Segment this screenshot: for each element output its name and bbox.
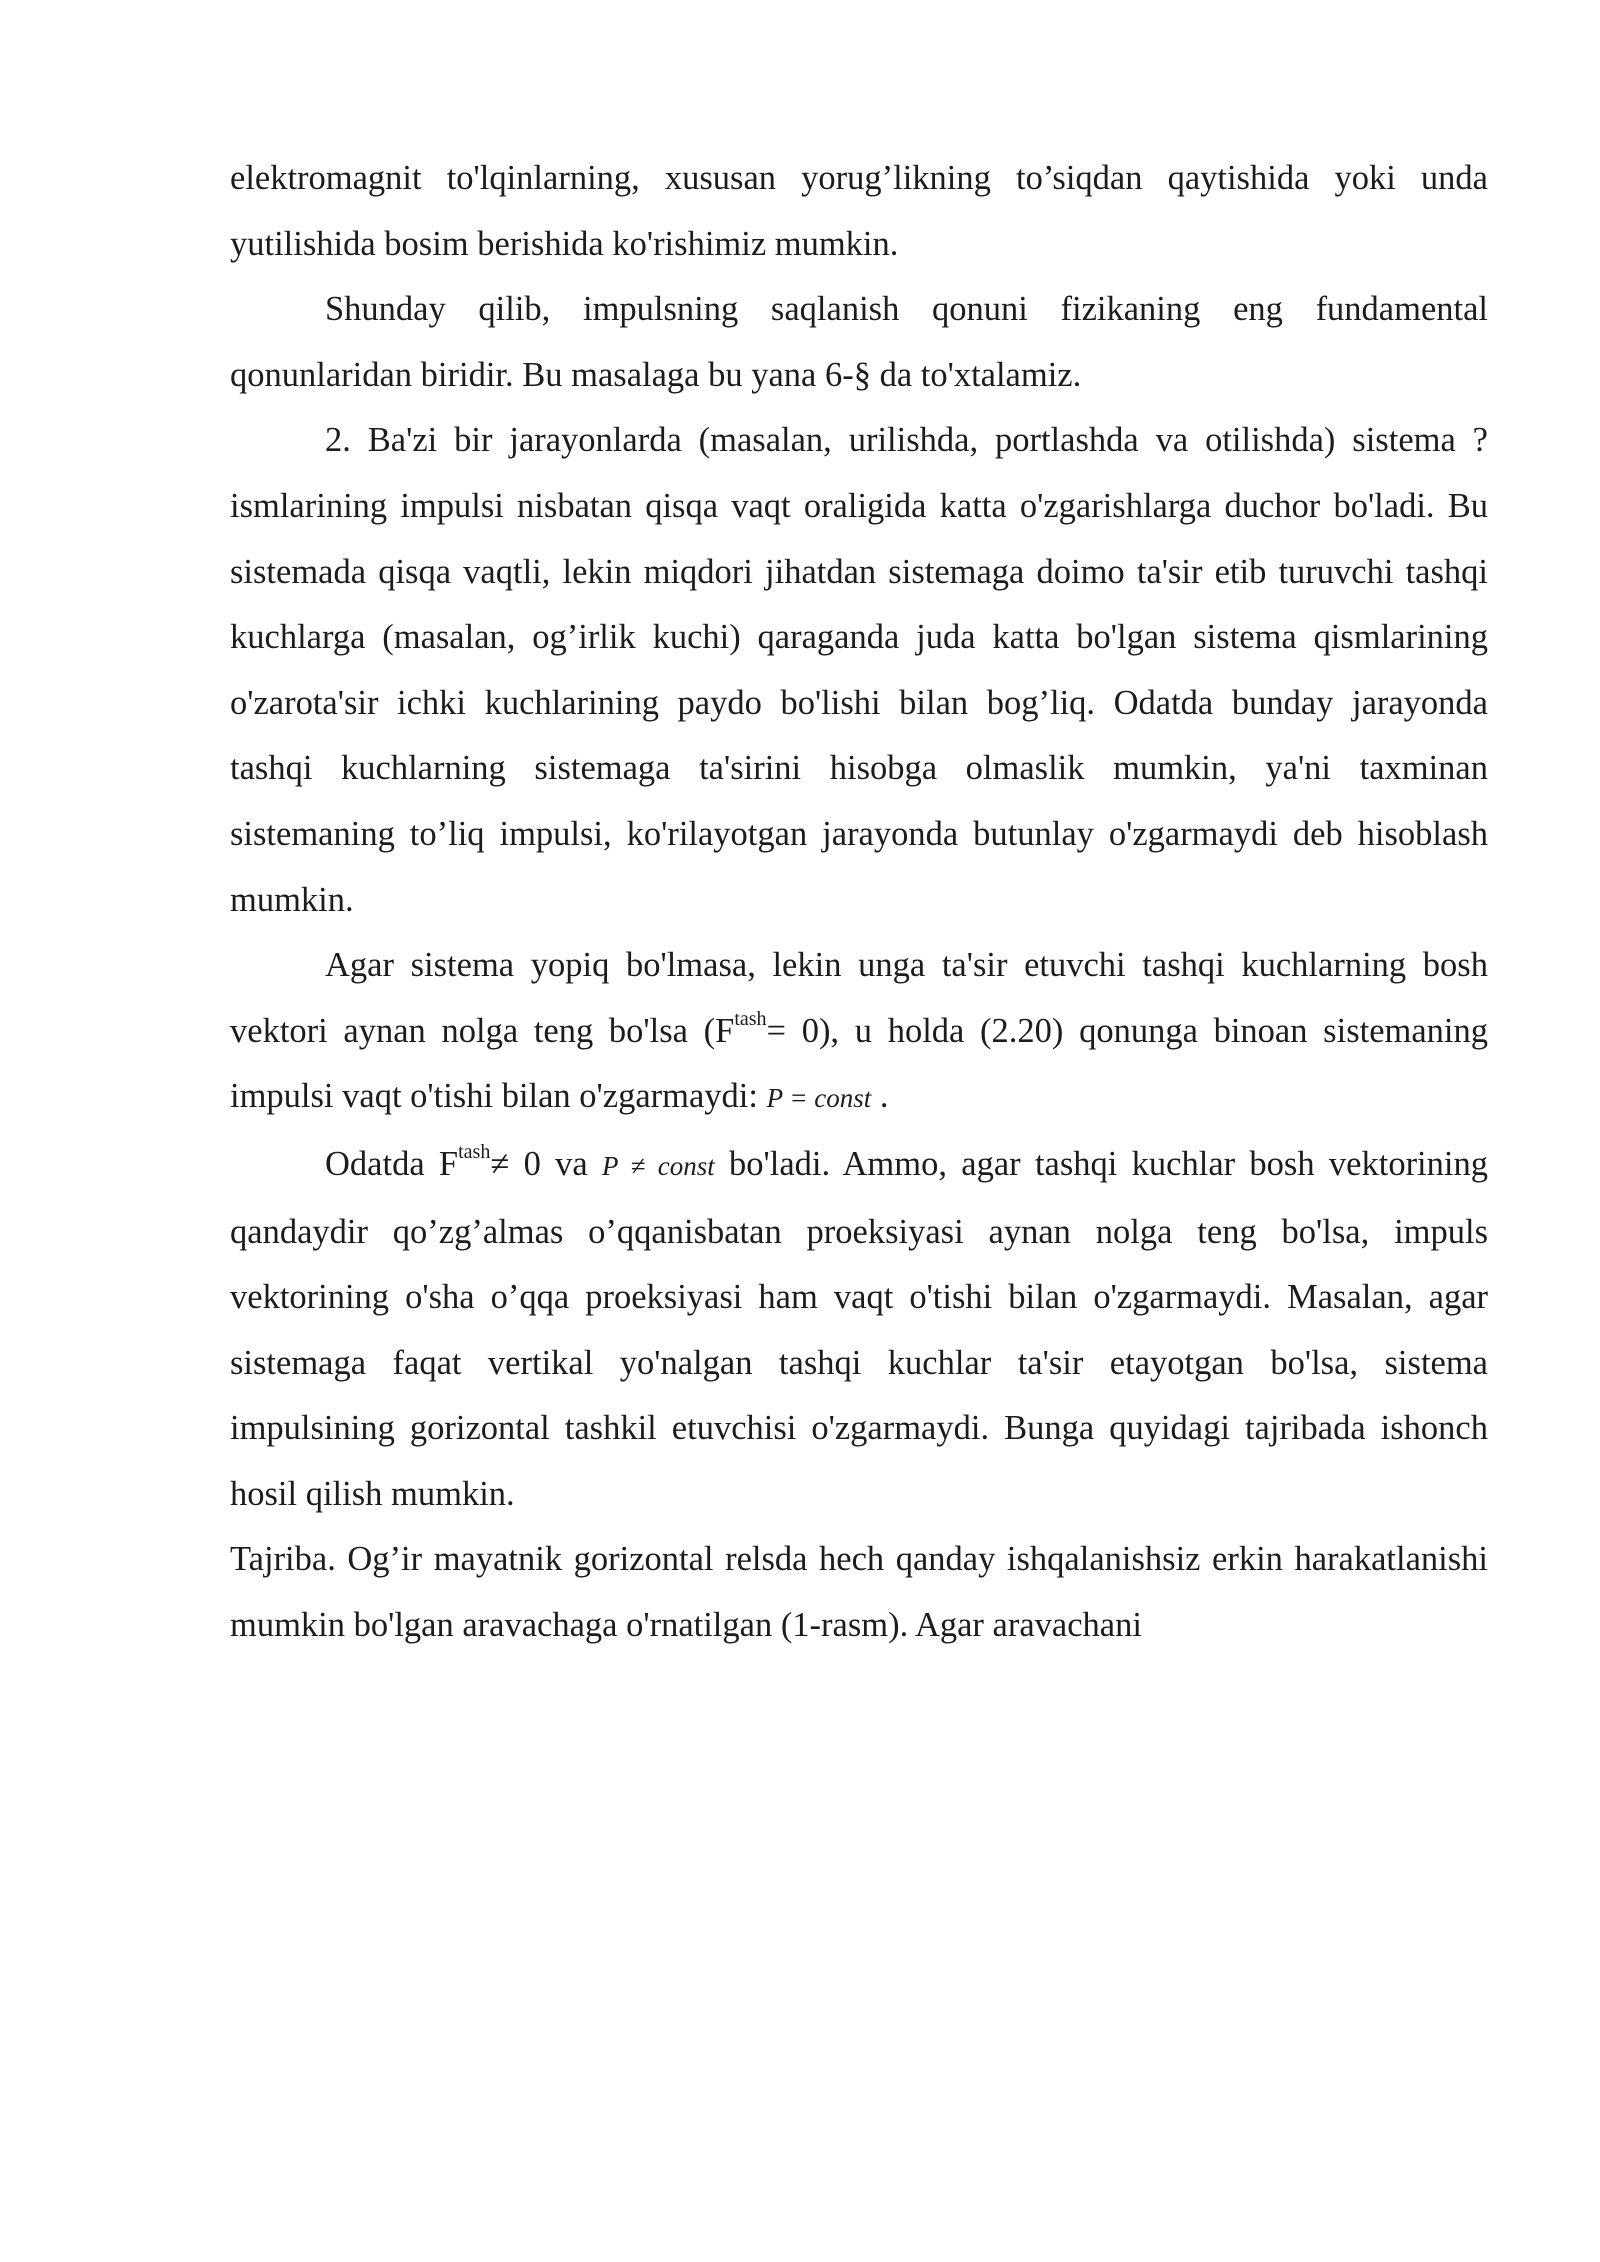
superscript-tash: tash [734,1008,767,1031]
paragraph-3: 2. Ba'zi bir jarayonlarda (masalan, urilishda, portlashda va otilishda) sistema ?ismlarining impulsi nisbatan qisqa vaqt oraligida katta o'zgarishlarga duchor bo'ladi. Bu sistemada qisqa vaqtli, lekin miqdori jihatdan sistemaga doimo ta'sir etib turuvchi tashqi kuchlarga (masalan, og’irlik kuchi) qaraganda juda katta bo'lgan sistema qismlarining o'zarota'sir ichki kuchlarining paydo bo'lishi bilan bog’liq. Odatda bunday jarayonda tashqi kuchlarning sistemaga ta'sirini hisobga olmaslik mumkin, ya'ni taxminan sistemaning to’liq impulsi, ko'rilayotgan jarayonda butunlay o'zgarmaydi deb hisoblash mumkin. [230,421,1488,919]
paragraph-5 [230,1132,1488,1528]
paragraph-5-text-b: ≠ 0 va [490,1144,603,1183]
paragraph-4-text-a: Agar sistema yopiq bo'lmasa, lekin unga ta'sir etuvchi tashqi kuchlarning bosh vektori aynan nolga teng bo'lsa (F [230,946,1488,1050]
body-text [230,146,1488,1659]
paragraph-5-text-a: Odatda F [325,1144,459,1183]
paragraph-4-text-c: . [871,1077,889,1116]
paragraph-2: Shunday qilib, impulsning saqlanish qonuni fizikaning eng fundamental qonunlaridan biridir. Bu masalaga bu yana 6-§ da to'xtalamiz. [230,290,1488,394]
paragraph-5-text-c: bo'ladi. Ammo, agar tashqi kuchlar bosh vektorining qandaydir qo’zg’almas o’qqanisbatan proeksiyasi aynan nolga teng bo'lsa, impuls vektorining o'sha o’qqa proeksiyasi ham vaqt o'tishi bilan o'zgarmaydi. Masalan, agar sistemaga faqat vertikal yo'nalgan tashqi kuchlar ta'sir etayotgan bo'lsa, sistema impulsining gorizontal tashkil etuvchisi o'zgarmaydi. Bunga quyidagi tajribada ishonch hosil qilish mumkin. [230,1144,1488,1513]
paragraph-1: elektromagnit to'lqinlarning, xususan yorug’likning to’siqdan qaytishida yoki unda yutilishida bosim berishida ko'rishimiz mumkin. [230,159,1488,263]
formula-p-not-equal-const: P ≠ const [602,1150,715,1181]
paragraph-4-text-b: = 0), u holda (2.20) qonunga binoan sistemaning impulsi vaqt o'tishi bilan o'zgarmaydi: [230,1011,1488,1116]
superscript-tash: tash [458,1141,491,1164]
formula-p-equals-const: P = const [766,1083,872,1114]
paragraph-4 [230,933,1488,1132]
paragraph-6: Tajriba. Og’ir mayatnik gorizontal relsda hech qanday ishqalanishsiz erkin harakatlanishi mumkin bo'lgan aravachaga o'rnatilgan (1-rasm). Agar aravachani [230,1540,1488,1645]
